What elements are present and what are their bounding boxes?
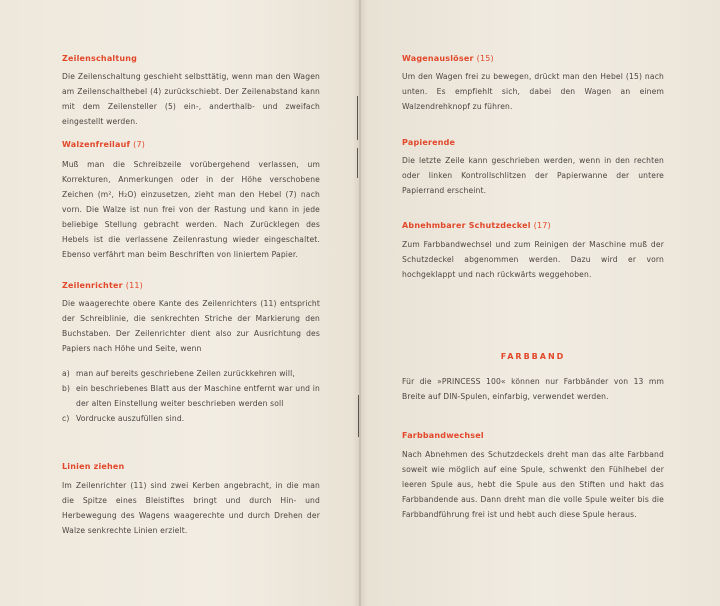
margin-line (357, 96, 358, 140)
text-zeilenrichter: Die waagerechte obere Kante des Zeilenrichters (11) entspricht der Schreiblinie, die senkrechten Striche der Markierung den Buchstaben. Der Zeilenrichter dient also zur Ausrichtung des Papiers nach Höhe und Seite, wenn (62, 299, 320, 353)
list-item: a) man auf bereits geschriebene Zeilen zurückkehren will, (62, 369, 295, 378)
heading-linien-ziehen: Linien ziehen (62, 462, 125, 471)
section-title-farbband: FARBBAND (500, 352, 566, 361)
text-zeilenschaltung: Die Zeilenschaltung geschieht selbsttätig, wenn man den Wagen am Zeilenschalthebel (4) zurückschiebt. Der Zeilenabstand kann mit dem Zeilensteller (5) ein-, anderthalb- und zweifach eingestellt werden. (62, 72, 320, 126)
page-fold (359, 0, 361, 606)
heading-walzenfreilauf: Walzenfreilauf (7) (62, 140, 146, 149)
heading-papierende: Papierende (402, 138, 456, 147)
zeilenrichter-list (62, 366, 320, 426)
heading-farbbandwechsel: Farbbandwechsel (402, 431, 484, 440)
text-linien-ziehen: Im Zeilenrichter (11) sind zwei Kerben angebracht, in die man die Spitze eines Bleistiftes bringt und durch Hin- und Herbewegung des Wagens waagerechte und durch Drehen der Walze senkrechte Linien erzielt. (62, 481, 320, 535)
list-item: b) ein beschriebenes Blatt aus der Maschine entfernt war und in der alten Einstellung weiter beschrieben werden soll (62, 384, 320, 408)
margin-line (357, 148, 358, 178)
text-walzenfreilauf: Muß man die Schreibzeile vorübergehend verlassen, um Korrekturen, Anmerkungen oder in der Höhe verschobene Zeichen (m², H₂O) einzusetzen, zieht man den Hebel (7) nach vorn. Die Walze ist nun frei von der Rastung und kann in jede beliebige Stellung gebracht werden. Nach Zurücklegen des Hebels ist die verlassene Zeilenrastung wieder eingeschaltet. Ebenso verfährt man beim Beschriften von liniertem Papier. (62, 160, 320, 259)
text-papierende: Die letzte Zeile kann geschrieben werden, wenn in den rechten oder linken Kontrollschlitzen der Papierwanne der untere Papierrand erscheint. (402, 156, 664, 195)
heading-zeilenrichter: Zeilenrichter (11) (62, 281, 143, 290)
text-wagenausloeser: Um den Wagen frei zu bewegen, drückt man den Hebel (15) nach unten. Es empfiehlt sich, dabei den Wagen an einem Walzendrehknopf zu führen. (402, 72, 664, 111)
text-schutzdeckel: Zum Farbbandwechsel und zum Reinigen der Maschine muß der Schutzdeckel abgenommen werden. Dazu wird er vorn hochgeklappt und nach rückwärts weggehoben. (402, 240, 664, 279)
heading-zeilenschaltung: Zeilenschaltung (62, 54, 138, 63)
heading-wagenausloeser: Wagenauslöser (15) (402, 54, 494, 63)
text-farbband: Für die »PRINCESS 100« können nur Farbbänder von 13 mm Breite auf DIN-Spulen, einfarbig, verwendet werden. (402, 377, 664, 401)
margin-line (358, 395, 359, 437)
heading-schutzdeckel: Abnehmbarer Schutzdeckel (17) (402, 221, 551, 230)
list-item: c) Vordrucke auszufüllen sind. (62, 414, 185, 423)
text-farbbandwechsel: Nach Abnehmen des Schutzdeckels dreht man das alte Farbband soweit wie möglich auf eine Spule, schwenkt den Fühlhebel der leeren Spule aus, hebt die Spule aus den Stiften und hakt das Farbbandende aus. Dann dreht man die volle Spule weiter bis die Farbbandführung frei ist und hebt auch diese Spule heraus. (402, 450, 664, 519)
